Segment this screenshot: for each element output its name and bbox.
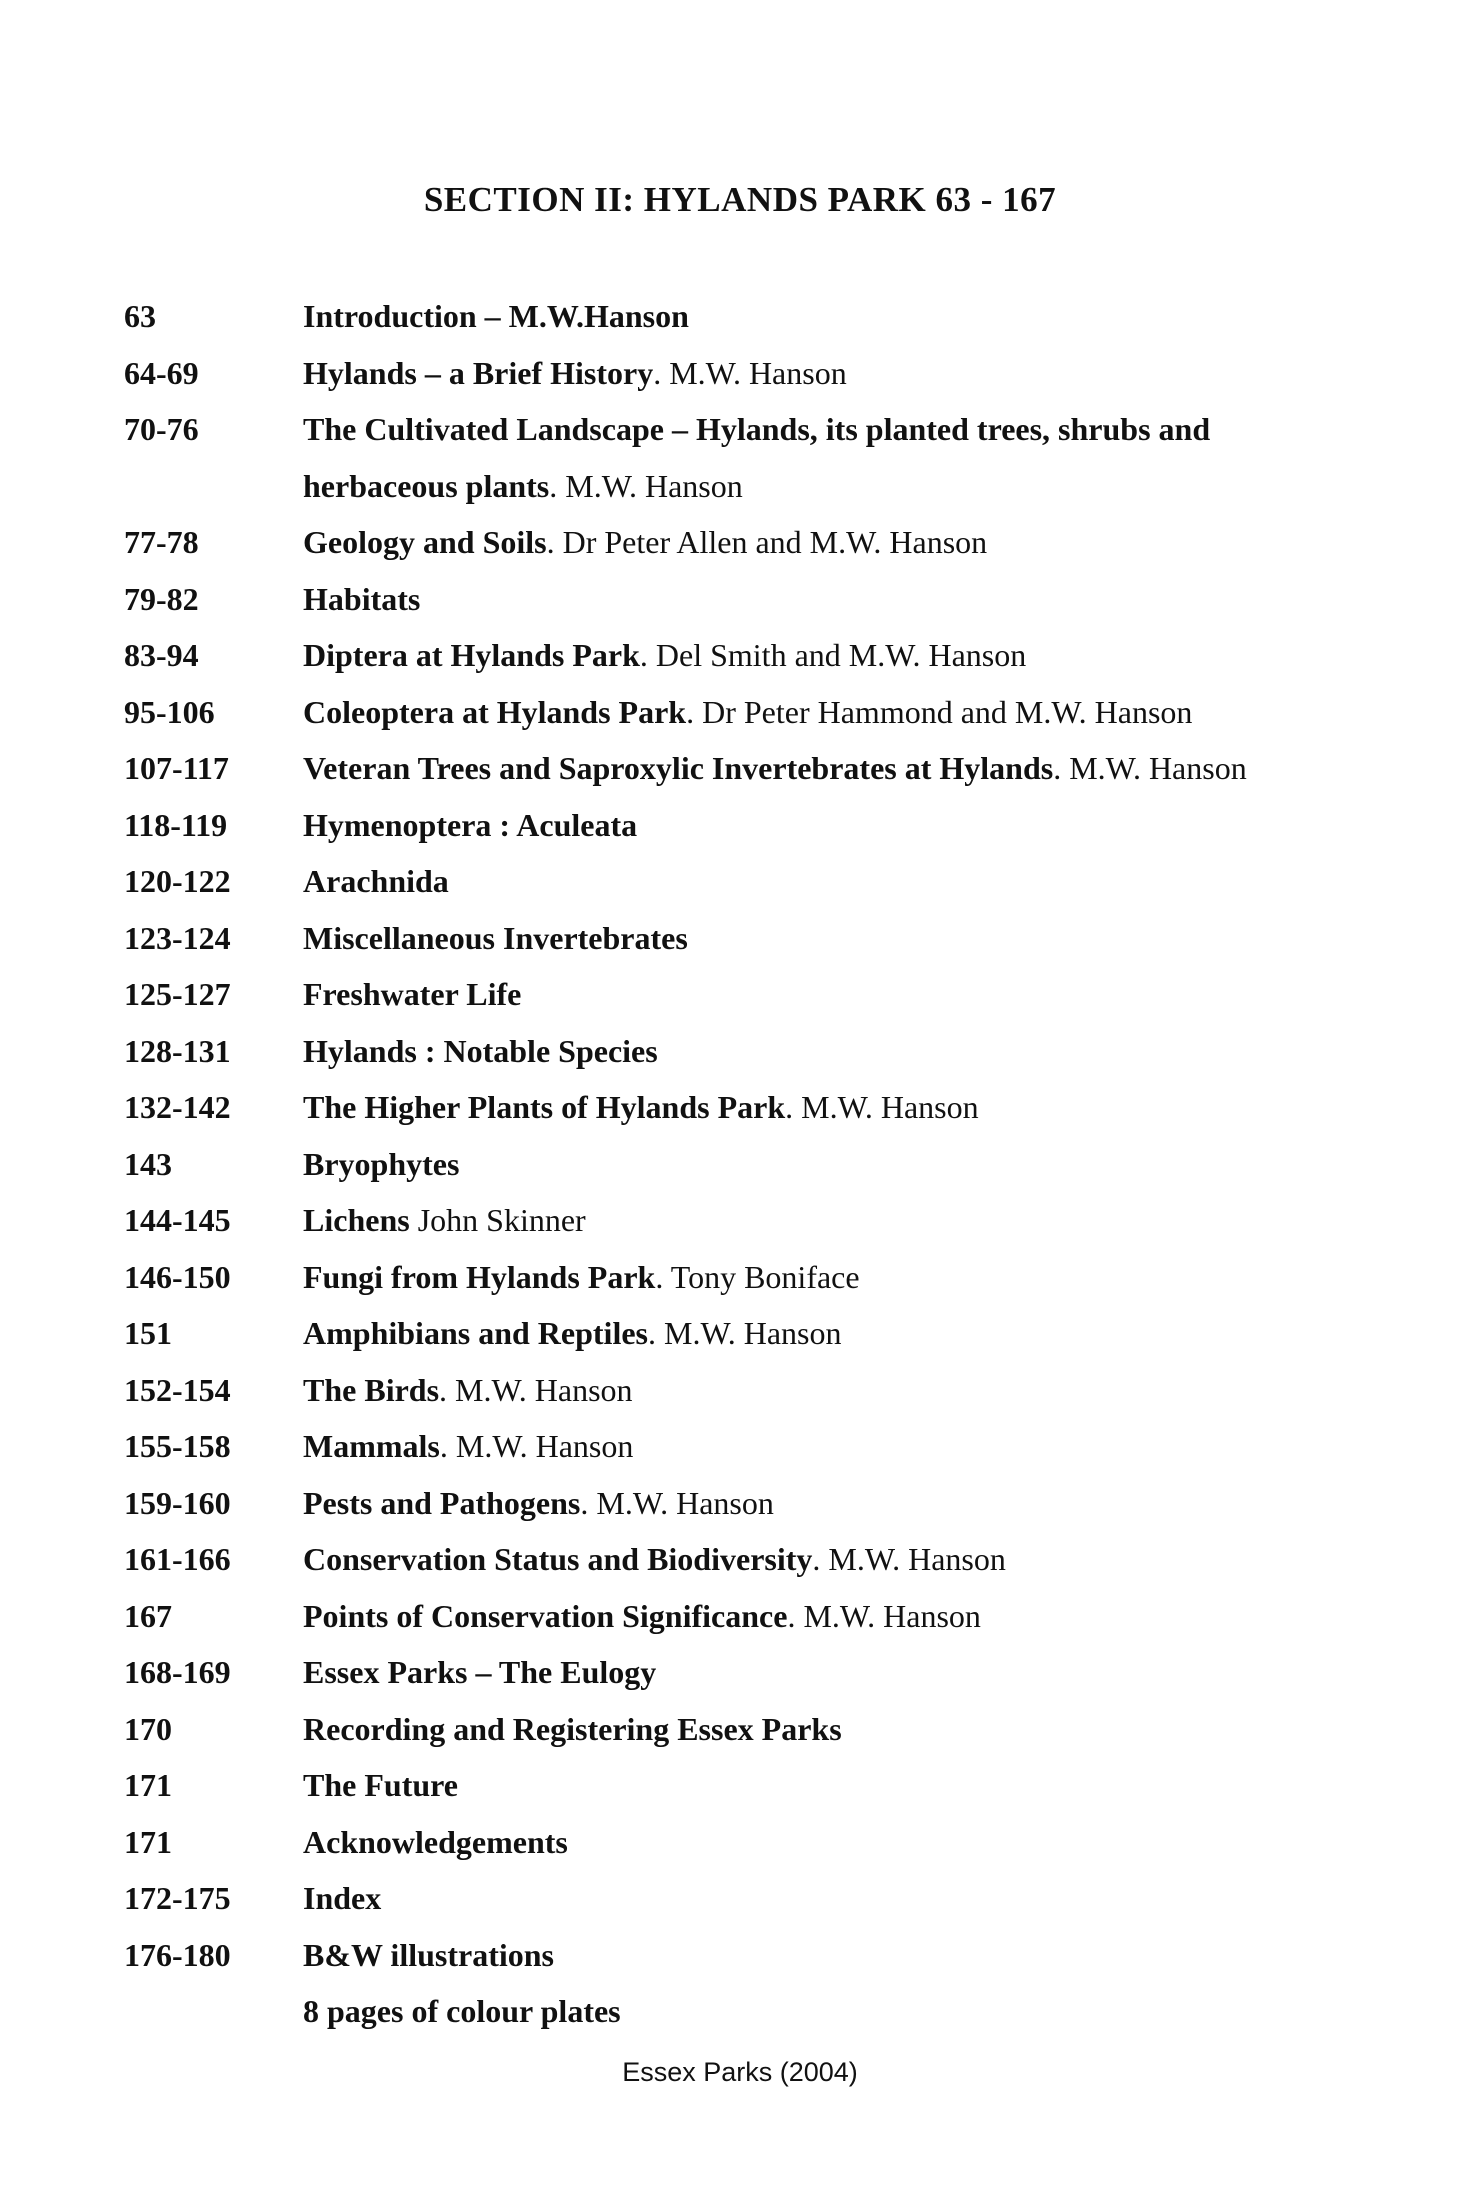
toc-page-range: 83-94 (124, 637, 199, 673)
toc-entry-author: . M.W. Hanson (439, 1371, 633, 1408)
toc-entry (303, 1313, 841, 1353)
toc-entry (303, 1539, 1006, 1579)
toc-entry-title: Points of Conservation Significance (303, 1597, 788, 1634)
toc-page-range: 144-145 (124, 1202, 231, 1238)
toc-entry-title: Freshwater Life (303, 976, 522, 1012)
toc-entry (303, 1031, 658, 1071)
toc-entry (303, 409, 1210, 449)
toc-entry-author: . M.W. Hanson (647, 1315, 842, 1351)
toc-page-range: 128-131 (124, 1032, 231, 1069)
toc-entry-author: John Skinner (409, 1202, 586, 1238)
toc-entry (303, 1144, 459, 1184)
toc-entry-title: Habitats (303, 580, 421, 617)
toc-row (0, 1200, 1480, 1257)
toc-page-range: 77-78 (124, 524, 199, 560)
toc-page-range: 132-142 (124, 1089, 231, 1125)
toc-row (0, 522, 1480, 579)
toc-page-range: 120-122 (124, 863, 231, 899)
toc-row (0, 1087, 1480, 1144)
toc-entry (303, 579, 420, 619)
toc-entry (303, 1257, 860, 1297)
toc-entry (303, 635, 1026, 675)
toc-entry (303, 1596, 981, 1636)
toc-page-range: 152-154 (124, 1371, 231, 1408)
toc-row (0, 1596, 1480, 1653)
table-of-contents (0, 296, 1480, 2048)
toc-page-range: 171 (124, 1823, 172, 1860)
toc-row (0, 1935, 1480, 1992)
page-footer: Essex Parks (2004) (622, 2057, 858, 2087)
toc-entry-title: Essex Parks – The Eulogy (303, 1654, 657, 1690)
toc-row (0, 1031, 1480, 1088)
toc-entry (303, 1370, 633, 1410)
toc-entry-title: The Higher Plants of Hylands Park (303, 1089, 786, 1125)
toc-entry (303, 1878, 381, 1918)
toc-entry (303, 1765, 458, 1805)
toc-page-range: 151 (124, 1315, 172, 1351)
toc-row (0, 805, 1480, 862)
toc-entry (303, 1822, 568, 1862)
toc-page-range: 155-158 (124, 1428, 231, 1464)
toc-entry (303, 1087, 979, 1127)
toc-entry-author: . M.W. Hanson (580, 1484, 774, 1521)
toc-entry (303, 692, 1192, 732)
toc-entry (303, 1426, 633, 1466)
toc-row (0, 1370, 1480, 1427)
toc-page-range: 159-160 (124, 1484, 231, 1521)
toc-entry (303, 748, 1247, 788)
toc-entry-author: . M.W. Hanson (785, 1089, 979, 1125)
toc-page-range: 161-166 (124, 1541, 231, 1577)
toc-entry (303, 805, 637, 845)
toc-row (0, 296, 1480, 353)
toc-entry-author: . M.W. Hanson (812, 1541, 1006, 1577)
toc-entry-title: The Birds (303, 1371, 440, 1408)
toc-row (0, 353, 1480, 410)
page-title: SECTION II: HYLANDS PARK 63 - 167 (423, 180, 1057, 219)
toc-page-range: 118-119 (124, 806, 228, 843)
toc-entry-title: Geology and Soils (303, 524, 547, 560)
toc-entry (303, 918, 688, 958)
toc-row (0, 1822, 1480, 1879)
toc-row (0, 1257, 1480, 1314)
toc-entry-title: B&W illustrations (303, 1936, 554, 1973)
toc-entry-title: 8 pages of colour plates (303, 1993, 621, 2029)
toc-row (0, 409, 1480, 466)
toc-row (0, 692, 1480, 749)
toc-page-range: 143 (124, 1145, 172, 1182)
toc-row (0, 1539, 1480, 1596)
toc-entry-author: . Dr Peter Allen and M.W. Hanson (546, 524, 988, 560)
toc-entry-author: . M.W. Hanson (549, 467, 743, 504)
toc-entry-author: . Dr Peter Hammond and M.W. Hanson (686, 693, 1193, 730)
toc-entry-author: . M.W. Hanson (439, 1428, 634, 1464)
toc-entry-title: Index (303, 1880, 382, 1916)
toc-entry-title: The Cultivated Landscape – Hylands, its planted trees, shrubs and (303, 411, 1211, 447)
toc-row (0, 579, 1480, 636)
toc-entry (303, 1991, 621, 2031)
toc-page-range: 176-180 (124, 1936, 231, 1973)
toc-entry (303, 974, 521, 1014)
toc-entry-title: Arachnida (303, 863, 449, 899)
toc-row (0, 1709, 1480, 1766)
toc-entry-title: Recording and Registering Essex Parks (303, 1710, 842, 1747)
toc-entry (303, 1200, 586, 1240)
toc-entry (303, 1935, 554, 1975)
toc-entry-author: . M.W. Hanson (1053, 750, 1247, 786)
toc-entry-title: Fungi from Hylands Park (303, 1258, 656, 1295)
toc-page-range: 70-76 (124, 411, 199, 447)
toc-entry-title: Conservation Status and Biodiversity (303, 1541, 813, 1577)
toc-entry-title: Amphibians and Reptiles (303, 1315, 648, 1351)
toc-entry (303, 1652, 656, 1692)
toc-entry (303, 296, 689, 336)
toc-row (0, 748, 1480, 805)
toc-entry-title: Pests and Pathogens (303, 1484, 581, 1521)
toc-page-range: 107-117 (124, 750, 229, 786)
toc-row (0, 635, 1480, 692)
toc-entry-title: Hymenoptera : Aculeata (303, 806, 638, 843)
toc-row (0, 1878, 1480, 1935)
toc-entry (303, 1483, 774, 1523)
toc-page-range: 172-175 (124, 1880, 231, 1916)
toc-entry (303, 1709, 842, 1749)
toc-entry-title: Diptera at Hylands Park (303, 637, 640, 673)
toc-entry-title: Hylands – a Brief History (303, 354, 654, 391)
toc-entry-title: Miscellaneous Invertebrates (303, 919, 688, 956)
toc-entry-author: . Del Smith and M.W. Hanson (639, 637, 1027, 673)
toc-row (0, 466, 1480, 523)
toc-entry-title: Acknowledgements (303, 1823, 568, 1860)
toc-page-range: 95-106 (124, 693, 215, 730)
toc-row (0, 974, 1480, 1031)
toc-row (0, 918, 1480, 975)
toc-page-range: 171 (124, 1767, 172, 1803)
toc-row (0, 1483, 1480, 1540)
toc-entry (303, 861, 449, 901)
toc-row (0, 1144, 1480, 1201)
toc-entry (303, 466, 743, 506)
toc-row (0, 1652, 1480, 1709)
toc-entry-title: Lichens (303, 1202, 410, 1238)
toc-page-range: 170 (124, 1710, 172, 1747)
toc-page-range: 64-69 (124, 354, 199, 391)
toc-entry-title: Veteran Trees and Saproxylic Invertebrates at Hylands (303, 750, 1054, 786)
toc-entry (303, 522, 987, 562)
toc-page-range: 146-150 (124, 1258, 231, 1295)
toc-page-range: 167 (124, 1597, 172, 1634)
toc-row (0, 861, 1480, 918)
toc-entry-title: Mammals (303, 1428, 440, 1464)
toc-entry-title: The Future (303, 1767, 458, 1803)
toc-entry-author: . M.W. Hanson (653, 354, 847, 391)
toc-row (0, 1313, 1480, 1370)
toc-entry-title: Bryophytes (303, 1145, 460, 1182)
toc-page-range: 63 (124, 298, 156, 334)
toc-entry (303, 353, 847, 393)
toc-entry-title: Hylands : Notable Species (303, 1032, 658, 1069)
toc-entry-title: Coleoptera at Hylands Park (303, 693, 687, 730)
toc-page-range: 123-124 (124, 919, 231, 956)
toc-row (0, 1426, 1480, 1483)
toc-entry-title: Introduction – M.W.Hanson (303, 298, 689, 334)
toc-row (0, 1991, 1480, 2048)
toc-page-range: 168-169 (124, 1654, 231, 1690)
toc-row (0, 1765, 1480, 1822)
toc-page-range: 79-82 (124, 580, 199, 617)
toc-entry-author: . Tony Boniface (655, 1258, 860, 1295)
toc-page-range: 125-127 (124, 976, 231, 1012)
toc-entry-author: . M.W. Hanson (787, 1597, 981, 1634)
toc-entry-title: herbaceous plants (303, 467, 550, 504)
